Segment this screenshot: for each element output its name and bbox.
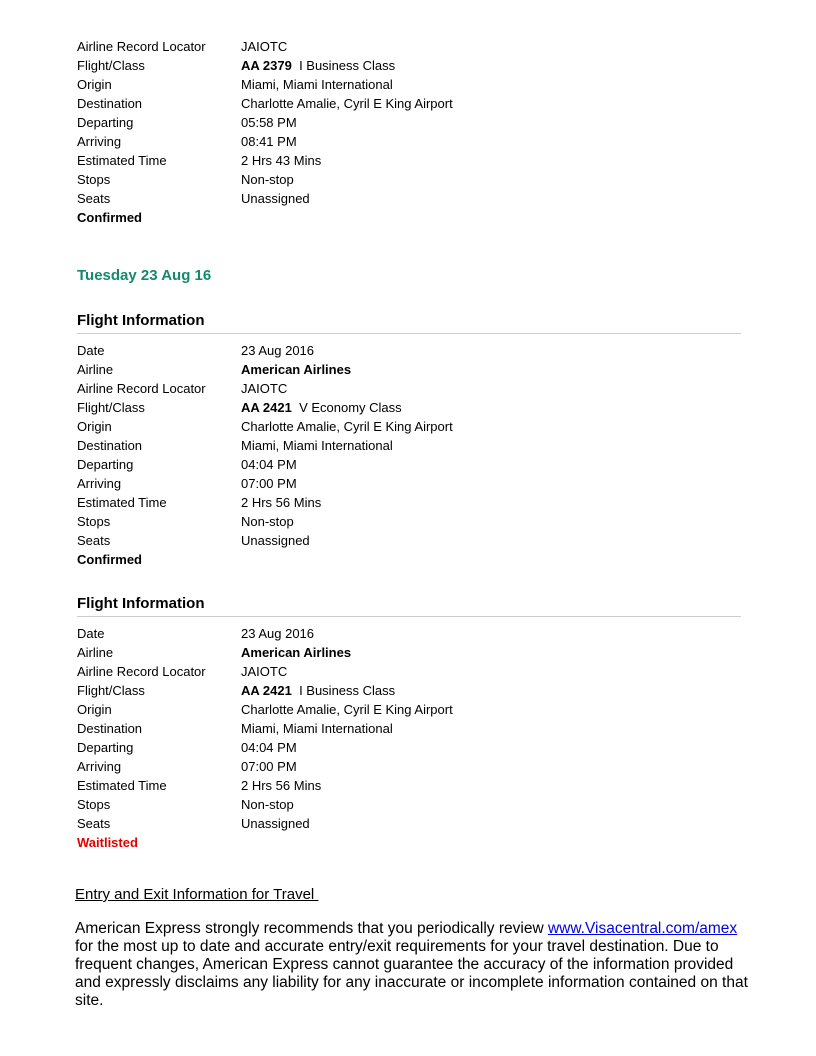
- flight-information-heading: Flight Information: [77, 594, 741, 617]
- detail-row-departing: [77, 455, 741, 474]
- detail-row-record-locator: [77, 37, 741, 56]
- detail-row-departing: [77, 113, 741, 132]
- detail-row-stops: [77, 170, 741, 189]
- row-label: Seats: [77, 816, 111, 831]
- visacentral-link[interactable]: www.Visacentral.com/amex: [547, 920, 738, 937]
- flight-class: I Business Class: [299, 58, 396, 73]
- detail-row-record-locator: [77, 662, 741, 681]
- row-label: Estimated Time: [77, 153, 167, 168]
- flight-1-details: [77, 341, 741, 569]
- row-label: Flight/Class: [77, 400, 145, 415]
- detail-row-arriving: [77, 757, 741, 776]
- row-value: 08:41 PM: [241, 134, 297, 149]
- detail-row-destination: [77, 719, 741, 738]
- row-value: 23 Aug 2016: [241, 626, 315, 641]
- flight-class: V Economy Class: [299, 400, 402, 415]
- detail-row-arriving: [77, 132, 741, 151]
- detail-row-seats: [77, 814, 741, 833]
- row-value: Charlotte Amalie, Cyril E King Airport: [241, 702, 453, 717]
- airline-name: American Airlines: [241, 645, 352, 660]
- row-label: Destination: [77, 96, 143, 111]
- row-label: Date: [77, 626, 105, 641]
- detail-row-estimated-time: [77, 776, 741, 795]
- flight-number: AA 2379: [241, 58, 292, 73]
- row-label: Airline Record Locator: [77, 381, 206, 396]
- detail-row-seats: [77, 531, 741, 550]
- detail-row-flight-class: [77, 681, 741, 700]
- row-label: Stops: [77, 797, 111, 812]
- row-value: Charlotte Amalie, Cyril E King Airport: [241, 96, 453, 111]
- detail-row-origin: [77, 417, 741, 436]
- detail-row-flight-class: [77, 56, 741, 75]
- detail-row-flight-class: [77, 398, 741, 417]
- detail-row-airline: [77, 360, 741, 379]
- flight-2-details: [77, 624, 741, 852]
- flight-information-heading: Flight Information: [77, 311, 741, 334]
- row-label: Seats: [77, 533, 111, 548]
- row-value: Miami, Miami International: [241, 721, 393, 736]
- entry-exit-text-before: American Express strongly recommends that you periodically review: [75, 920, 548, 937]
- detail-row-record-locator: [77, 379, 741, 398]
- day-heading: Tuesday 23 Aug 16: [77, 267, 212, 284]
- row-value: 05:58 PM: [241, 115, 297, 130]
- row-label: Airline: [77, 362, 114, 377]
- flight-number: AA 2421: [241, 400, 292, 415]
- entry-exit-body: [75, 920, 755, 1010]
- row-value: Unassigned: [241, 191, 310, 206]
- row-value: 07:00 PM: [241, 759, 297, 774]
- segment-top-details: [77, 37, 741, 227]
- row-label: Departing: [77, 115, 134, 130]
- row-label: Stops: [77, 172, 111, 187]
- row-value: 2 Hrs 56 Mins: [241, 778, 322, 793]
- row-value: Unassigned: [241, 533, 310, 548]
- detail-row-date: [77, 341, 741, 360]
- row-label: Estimated Time: [77, 495, 167, 510]
- row-label: Arriving: [77, 476, 122, 491]
- row-value: JAIOTC: [241, 381, 288, 396]
- row-label: Origin: [77, 419, 112, 434]
- detail-row-estimated-time: [77, 493, 741, 512]
- entry-exit-text-after: for the most up to date and accurate entry/exit requirements for your travel destination. Due to frequent changes, American Express cannot guarantee the accuracy of the information provided and expressly disclaims any liability for any inaccurate or incomplete information contained on that site.: [75, 938, 748, 1009]
- row-value: 04:04 PM: [241, 457, 297, 472]
- detail-row-airline: [77, 643, 741, 662]
- row-value: [241, 643, 351, 662]
- row-value: 07:00 PM: [241, 476, 297, 491]
- detail-row-estimated-time: [77, 151, 741, 170]
- detail-row-origin: [77, 700, 741, 719]
- row-label: Arriving: [77, 759, 122, 774]
- row-label: Origin: [77, 77, 112, 92]
- row-label: Airline: [77, 645, 114, 660]
- row-value: JAIOTC: [241, 664, 288, 679]
- booking-status-waitlisted: Waitlisted: [77, 835, 138, 850]
- flight-number: AA 2421: [241, 683, 292, 698]
- row-value: Miami, Miami International: [241, 77, 393, 92]
- row-label: Origin: [77, 702, 112, 717]
- detail-row-destination: [77, 436, 741, 455]
- detail-row-date: [77, 624, 741, 643]
- booking-status: Confirmed: [77, 552, 142, 567]
- airline-name: American Airlines: [241, 362, 352, 377]
- row-value: [241, 360, 351, 379]
- booking-status: Confirmed: [77, 210, 142, 225]
- row-value: Miami, Miami International: [241, 438, 393, 453]
- row-label: Estimated Time: [77, 778, 167, 793]
- flight-class: I Business Class: [299, 683, 396, 698]
- row-value: 2 Hrs 56 Mins: [241, 495, 322, 510]
- row-value: [241, 398, 402, 417]
- row-label: Arriving: [77, 134, 122, 149]
- row-value: 04:04 PM: [241, 740, 297, 755]
- row-label: Stops: [77, 514, 111, 529]
- entry-exit-title: Entry and Exit Information for Travel: [75, 886, 319, 903]
- row-label: Seats: [77, 191, 111, 206]
- row-label: Departing: [77, 457, 134, 472]
- row-value: Non-stop: [241, 514, 294, 529]
- row-label: Destination: [77, 438, 143, 453]
- row-label: Airline Record Locator: [77, 39, 206, 54]
- row-label: Date: [77, 343, 105, 358]
- detail-row-seats: [77, 189, 741, 208]
- detail-row-stops: [77, 795, 741, 814]
- row-value: 23 Aug 2016: [241, 343, 315, 358]
- row-value: Non-stop: [241, 172, 294, 187]
- row-value: Non-stop: [241, 797, 294, 812]
- detail-row-departing: [77, 738, 741, 757]
- detail-row-destination: [77, 94, 741, 113]
- detail-row-origin: [77, 75, 741, 94]
- row-value: JAIOTC: [241, 39, 288, 54]
- row-label: Airline Record Locator: [77, 664, 206, 679]
- row-value: Unassigned: [241, 816, 310, 831]
- row-value: [241, 681, 395, 700]
- row-label: Flight/Class: [77, 58, 145, 73]
- row-value: 2 Hrs 43 Mins: [241, 153, 322, 168]
- row-label: Destination: [77, 721, 143, 736]
- row-value: Charlotte Amalie, Cyril E King Airport: [241, 419, 453, 434]
- detail-row-arriving: [77, 474, 741, 493]
- detail-row-stops: [77, 512, 741, 531]
- row-label: Flight/Class: [77, 683, 145, 698]
- row-label: Departing: [77, 740, 134, 755]
- row-value: [241, 56, 395, 75]
